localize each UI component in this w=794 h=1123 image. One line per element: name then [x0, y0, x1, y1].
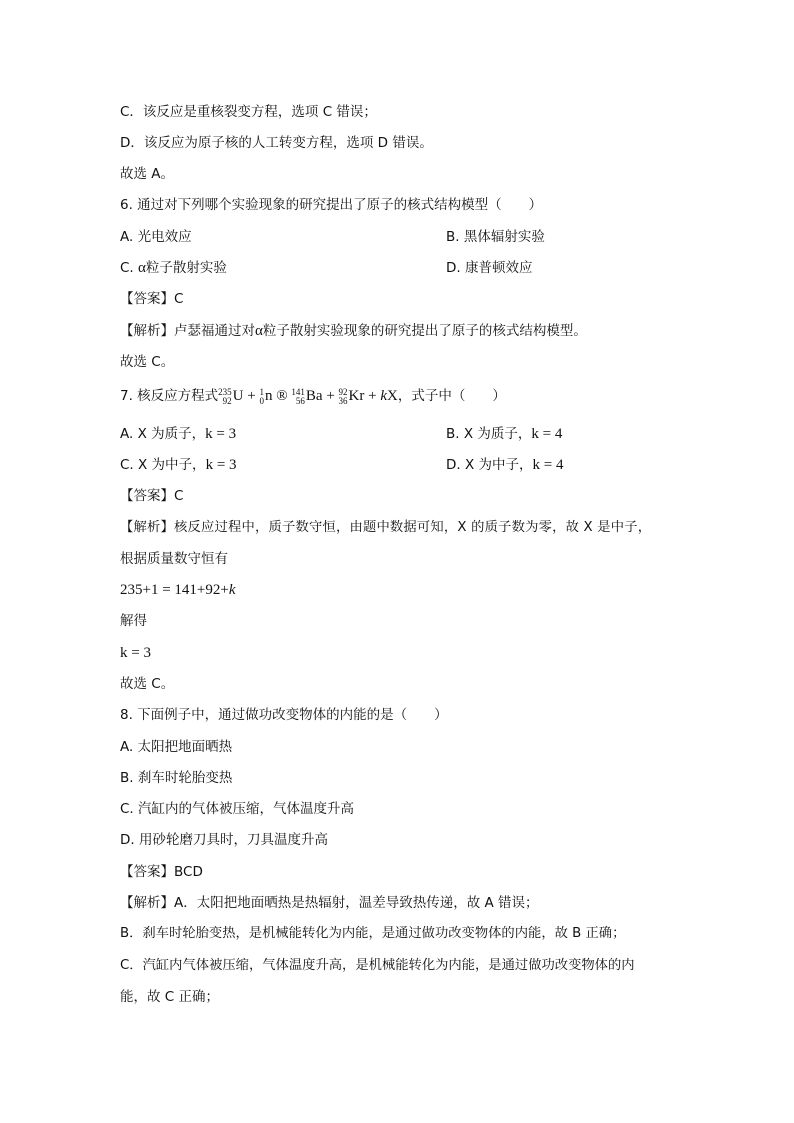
- choose-c-q7: 故选 C。: [120, 676, 175, 692]
- q8-analysis-a: 【解析】A．太阳把地面晒热是热辐射，温差导致热传递，故 A 错误；: [120, 895, 539, 911]
- q6-option-b: B. 黑体辐射实验: [446, 229, 545, 245]
- nuclear-equation: [218, 388, 398, 404]
- q7-analysis-cont: 根据质量数守恒有: [120, 551, 228, 567]
- q8-option-b: B. 刹车时轮胎变热: [120, 770, 233, 786]
- q7-equation-2: k = 3: [120, 645, 151, 661]
- uranium-symbol: U: [232, 388, 244, 404]
- plus-sign: +: [364, 388, 381, 404]
- question-8: 8. 下面例子中，通过做功改变物体的内能的是（ ）: [120, 707, 448, 723]
- x-symbol: X: [387, 388, 398, 404]
- q7-answer: 【答案】C: [120, 488, 184, 504]
- question-6: 6. 通过对下列哪个实验现象的研究提出了原子的核式结构模型（ ）: [120, 197, 543, 213]
- q6-analysis-prefix: 【解析】卢瑟福通过对: [120, 323, 255, 339]
- q7-option-b-text: B. X 为质子，: [446, 426, 532, 442]
- q7-option-d: [446, 455, 564, 475]
- option-d-analysis: D．该反应为原子核的人工转变方程，选项 D 错误。: [120, 135, 433, 151]
- q8-analysis-c: C．汽缸内气体被压缩，气体温度升高，是机械能转化为内能，是通过做功改变物体的内: [120, 958, 635, 973]
- q8-answer: 【答案】BCD: [120, 864, 203, 880]
- ba-mass-number: 141: [291, 386, 305, 397]
- q7-option-c-eq: k = 3: [205, 457, 237, 473]
- q8-option-d: D. 用砂轮磨刀具时，刀具温度升高: [120, 832, 328, 848]
- q8-option-a: A. 太阳把地面晒热: [120, 739, 233, 755]
- q7-option-c-text: C. X 为中子，: [120, 457, 206, 473]
- choose-a: 故选 A。: [120, 166, 175, 182]
- alpha-symbol: α: [138, 260, 146, 276]
- n-atomic-number: 0: [259, 395, 264, 406]
- q6-option-c-text: 粒子散射实验: [145, 260, 227, 276]
- q6-analysis-suffix: 粒子散射实验现象的研究提出了原子的核式结构模型。: [262, 323, 587, 339]
- q8-option-c: C. 汽缸内的气体被压缩，气体温度升高: [120, 801, 355, 817]
- q7-option-a: [120, 424, 236, 444]
- q7-equation-1: [120, 580, 236, 600]
- q6-option-c-prefix: C.: [120, 260, 139, 276]
- q8-analysis-c-cont: 能，故 C 正确；: [120, 989, 220, 1005]
- q6-option-d: D. 康普顿效应: [446, 260, 533, 276]
- q7-option-b-eq: k = 4: [531, 426, 563, 442]
- q7-equation-1-body: 235+1 = 141+92+: [120, 582, 229, 598]
- q7-option-a-eq: k = 3: [205, 426, 237, 442]
- reaction-arrow: ®: [272, 388, 292, 404]
- q6-option-c: [120, 258, 227, 278]
- q7-analysis: 【解析】核反应过程中，质子数守恒，由题中数据可知，X 的质子数为零，故 X 是中子，: [120, 520, 652, 535]
- q7-prefix: 7. 核反应方程式: [120, 388, 219, 404]
- option-c-analysis: C．该反应是重核裂变方程，选项 C 错误；: [120, 104, 377, 120]
- neutron-symbol: n: [264, 388, 273, 404]
- q7-suffix: ，式子中（ ）: [397, 388, 506, 404]
- kr-mass-number: 92: [338, 386, 348, 397]
- q7-option-d-eq: k = 4: [532, 457, 564, 473]
- question-7: [120, 386, 506, 406]
- solve-label: 解得: [120, 613, 147, 629]
- q7-option-a-text: A. X 为质子，: [120, 426, 206, 442]
- krypton-symbol: Kr: [348, 388, 365, 404]
- n-mass-number: 1: [259, 386, 264, 397]
- q6-option-a: A. 光电效应: [120, 229, 192, 245]
- alpha-symbol: α: [255, 323, 263, 339]
- plus-sign: +: [322, 388, 339, 404]
- k-variable: k: [228, 582, 236, 598]
- u-mass-number: 235: [218, 386, 232, 397]
- q6-answer: 【答案】C: [120, 291, 184, 307]
- q8-analysis-b: B．刹车时轮胎变热，是机械能转化为内能，是通过做功改变物体的内能，故 B 正确；: [120, 926, 626, 941]
- k-variable: k: [380, 388, 387, 404]
- q7-option-c: [120, 455, 237, 475]
- plus-sign: +: [243, 388, 260, 404]
- q6-analysis: [120, 321, 587, 341]
- q7-option-d-text: D. X 为中子，: [446, 457, 533, 473]
- barium-symbol: Ba: [305, 388, 323, 404]
- q7-option-b: [446, 424, 562, 444]
- ba-atomic-number: 56: [295, 395, 305, 406]
- kr-atomic-number: 36: [338, 395, 348, 406]
- choose-c-q6: 故选 C。: [120, 354, 175, 370]
- u-atomic-number: 92: [222, 395, 232, 406]
